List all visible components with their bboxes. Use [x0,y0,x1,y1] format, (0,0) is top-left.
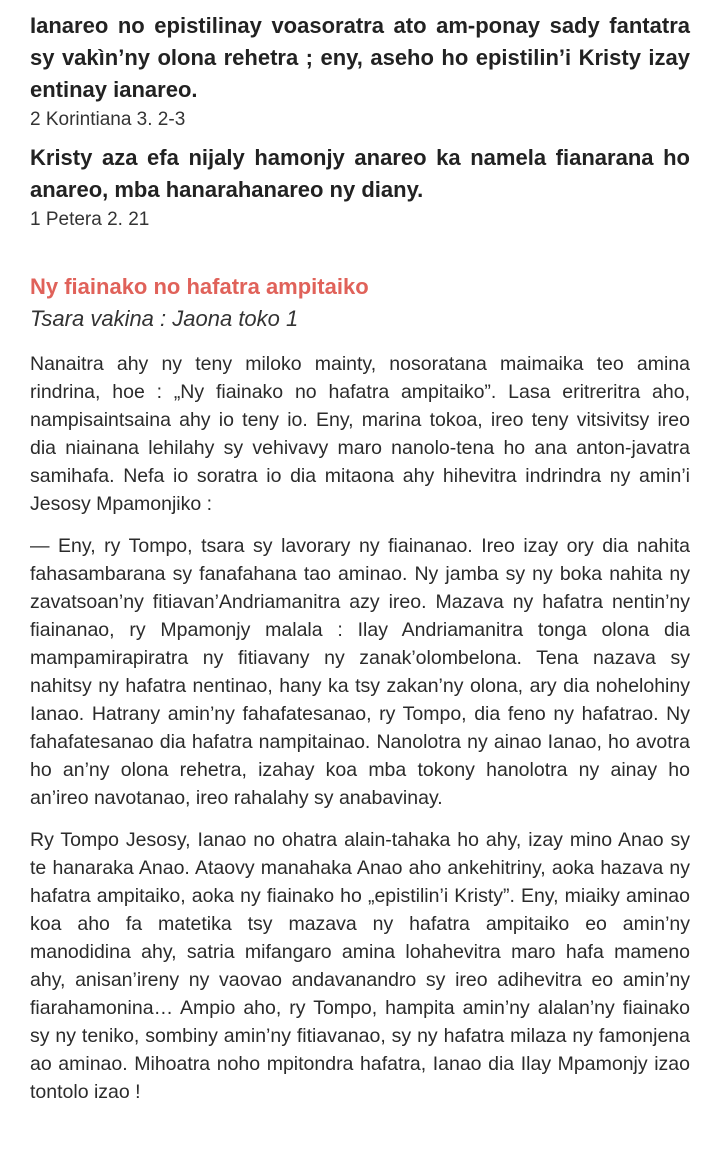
verse-reference: 2 Korintiana 3. 2-3 [30,109,186,130]
body-paragraph: Nanaitra ahy ny teny miloko mainty, nosoratana maimaika teo amina rindrina, hoe : „Ny fiainako no hafatra ampitaiko”. Lasa eritreritra aho, nampisaintsaina ahy io teny io. Eny, marina tokoa, ireo teny vitsivitsy ireo dia niainana lehilahy sy vehivavy maro nanolo-tena ho ana anton-javatra samihafa. Nefa io soratra io dia mitaona ahy hihevitra indrindra ny amin’i Jesosy Mpamonjiko : [30,353,690,515]
verse-block-1 [30,10,690,134]
reading-reference: Tsara vakina : Jaona toko 1 [30,306,299,331]
verse-text: Kristy aza efa nijaly hamonjy anareo ka namela fianarana ho anareo, mba hanarahanareo ny diany. [30,145,690,202]
verse-reference: 1 Petera 2. 21 [30,209,150,230]
section-title: Ny fiainako no hafatra ampitaiko [30,274,369,299]
verse-block-2 [30,142,690,234]
verse-text: Ianareo no epistilinay voasoratra ato am-ponay sady fantatra sy vakìn’ny olona rehetra ; eny, aseho ho epistilin’i Kristy izay entinay ianareo. [30,13,690,102]
body-paragraph: — Eny, ry Tompo, tsara sy lavorary ny fiainanao. Ireo izay ory dia nahita fahasambarana sy fanafahana tao aminao. Ny jamba sy ny boka nahita ny zavatsoan’ny fitiavan’Andriamanitra azy ireo. Mazava ny hafatra nentin’ny fiainanao, ry Mpamonjy malala : Ilay Andriamanitra tonga olona dia mampamirapiratra ny fitiavany ny zanak’olombelona. Tena nazava sy nahitsy ny hafatra nentinao, hany ka tsy zakan’ny olona, ary dia nohelohiny Ianao. Hatrany amin’ny fahafatesanao, ry Tompo, dia feno ny hafatrao. Ny fahafatesanao dia hafatra nampitainao. Nanolotra ny ainao Ianao, ho avotra ho an’ny olona rehetra, izahay koa mba tokony hanolotra ny ainay ho an’ireo navotanao, ireo rahalahy sy anabavinay. [30,535,690,809]
body-paragraph: Ry Tompo Jesosy, Ianao no ohatra alain-tahaka ho ahy, izay mino Anao sy te hanaraka Anao. Ataovy manahaka Anao aho ankehitriny, aoka hazava ny hafatra ampitaiko, aoka ny fiainako ho „epistilin’i Kristy”. Eny, miaiky aminao koa aho fa matetika tsy mazava ny hafatra ampitaiko eo amin’ny manodidina ahy, satria mifangaro amina lohahevitra maro hafa mameno ahy, anisan’ireny ny vaovao andavanandro sy ireo adihevitra eo amin’ny fiarahamonina… Ampio aho, ry Tompo, hampita amin’ny alalan’ny fiainako sy ny teniko, sombiny amin’ny fitiavanao, sy ny hafatra milaza ny famonjena ao aminao. Mihoatra noho mpitondra hafatra, Ianao dia Ilay Mpamonjy izao tontolo izao ! [30,829,690,1103]
